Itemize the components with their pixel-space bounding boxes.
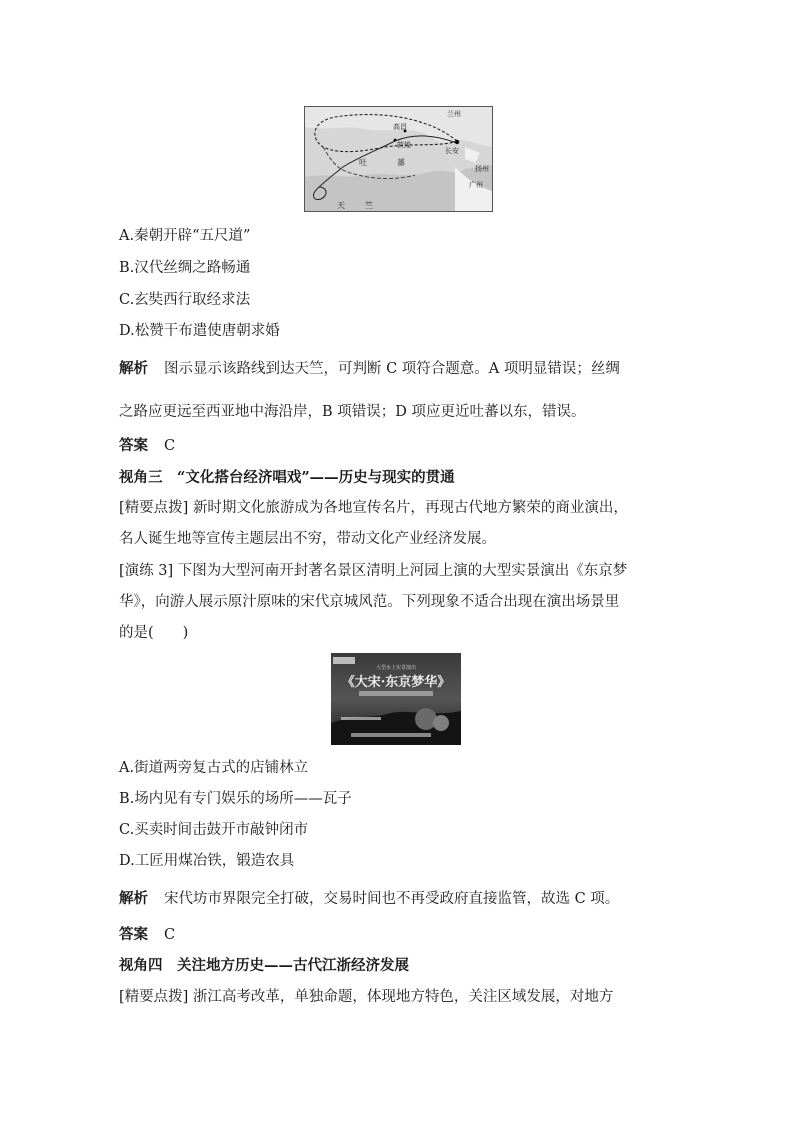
section3-exercise-text-1: 下图为大型河南开封著名景区清明上河园上演的大型实景演出《东京梦: [177, 563, 628, 579]
poster-top-text: 大型水上实景演出: [375, 665, 417, 671]
map-label-tianzhu-1: 天: [337, 201, 345, 210]
q2-analysis: [119, 359, 679, 379]
section4-tip: [119, 987, 679, 1007]
route-map-svg: [305, 107, 492, 211]
q2-answer: [119, 436, 679, 456]
q3-analysis: [119, 889, 679, 909]
map-label-gaochang: 高昌: [393, 123, 407, 131]
section3-tip-label: [精要点拨]: [119, 500, 189, 516]
q2-analysis-label: 解析: [119, 360, 148, 377]
section4-heading: 视角四 关注地方历史——古代江浙经济发展: [119, 957, 409, 974]
section3-exercise: [119, 561, 679, 581]
map-label-lanzhou: 兰州: [447, 110, 461, 118]
section3-exercise-label: [演练 3]: [119, 563, 174, 579]
q3-answer-label: 答案: [119, 926, 148, 943]
poster-svg: [331, 653, 461, 745]
q2-option-c: C.玄奘西行取经求法: [119, 292, 251, 308]
section3-heading: 视角三 “文化搭台经济唱戏”——历史与现实的贯通: [119, 469, 455, 486]
section3-exercise-text-2: 华》，向游人展示原汁原味的宋代京城风范。下列现象不适合出现在演出场景里: [119, 594, 620, 610]
section4-tip-text-1: 浙江高考改革，单独命题，体现地方特色，关注区域发展，对地方: [192, 989, 614, 1005]
q2-analysis-text-1: 图示显示该路线到达天竺，可判断 C 项符合题意。A 项明显错误；丝绸: [164, 361, 620, 377]
q2-answer-value: C: [164, 438, 176, 454]
map-label-changan: 长安: [445, 147, 459, 155]
section3-exercise-text-3: 的是( ): [119, 625, 189, 641]
q3-analysis-label: 解析: [119, 890, 148, 907]
section3-tip-text-1: 新时期文化旅游成为各地宣传名片，再现古代地方繁荣的商业演出，: [192, 500, 628, 516]
route-map-image: [304, 106, 493, 212]
q2-analysis-text-2: 之路应更远至西亚地中海沿岸，B 项错误；D 项应更近吐蕃以东，错误。: [119, 404, 586, 420]
section3-tip-text-2: 名人诞生地等宣传主题层出不穷，带动文化产业经济发展。: [119, 531, 496, 547]
q3-option-a: A.街道两旁复古式的店铺林立: [119, 760, 309, 776]
q2-answer-label: 答案: [119, 437, 148, 454]
q2-option-d: D.松赞干布遣使唐朝求婚: [119, 323, 280, 339]
map-label-tubo-1: 吐: [359, 158, 367, 167]
q3-answer-value: C: [164, 927, 176, 943]
q2-option-b: B.汉代丝绸之路畅通: [119, 260, 251, 276]
section4-tip-label: [精要点拨]: [119, 989, 189, 1005]
map-label-tubo-2: 蕃: [397, 158, 405, 167]
section3-tip: [119, 498, 679, 518]
q3-option-d: D.工匠用煤冶铁，锻造农具: [119, 853, 295, 869]
poster-title: 《大宋·东京梦华》: [341, 675, 451, 690]
q3-option-b: B.场内见有专门娱乐的场所——瓦子: [119, 791, 352, 807]
performance-poster-image: [331, 653, 461, 745]
q3-answer: [119, 925, 679, 945]
map-label-dunhuang: 敦煌: [397, 141, 411, 149]
q3-option-c: C.买卖时间击鼓开市敲钟闭市: [119, 822, 309, 838]
map-label-guangzhou: 广州: [469, 181, 483, 189]
q2-option-a: A.秦朝开辟“五尺道”: [119, 228, 251, 244]
map-label-yangzhou: 扬州: [475, 165, 489, 173]
q3-analysis-text-1: 宋代坊市界限完全打破，交易时间也不再受政府直接监管，故选 C 项。: [164, 891, 620, 907]
map-label-tianzhu-2: 竺: [365, 201, 373, 210]
